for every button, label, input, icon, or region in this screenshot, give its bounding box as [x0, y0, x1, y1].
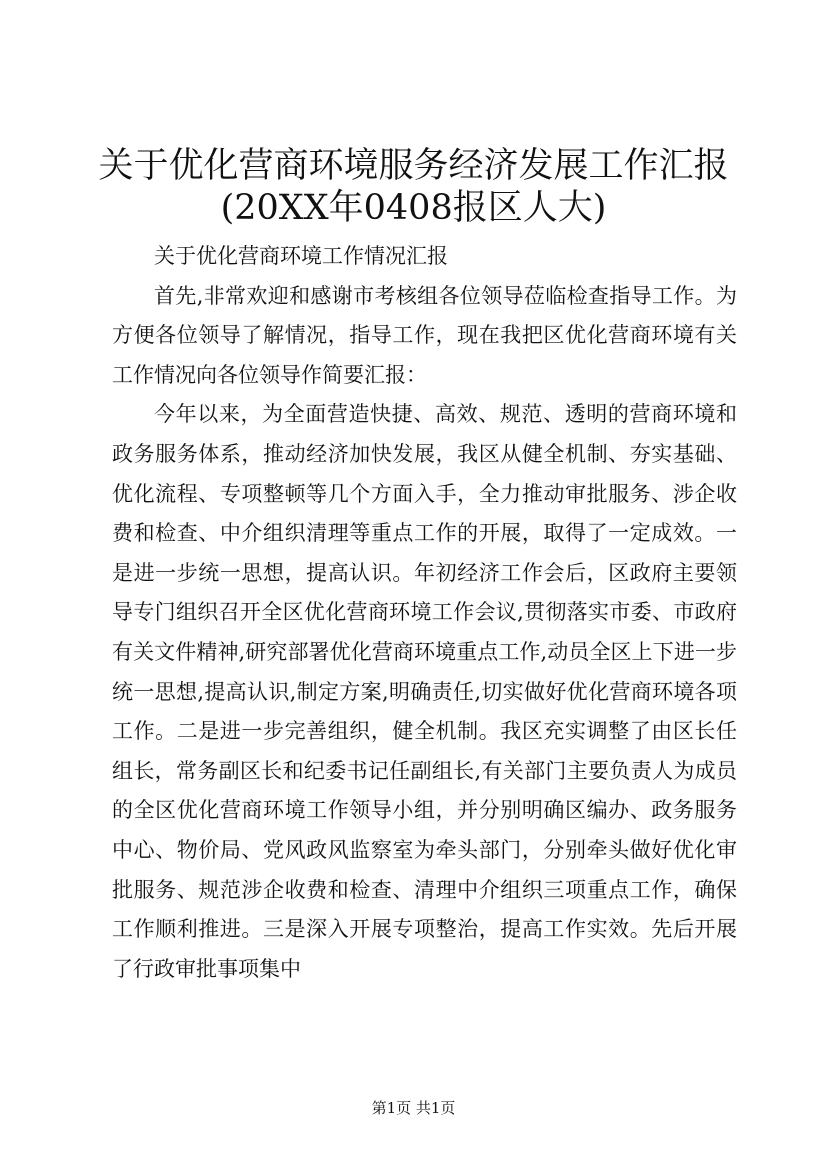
paragraph-main: 今年以来，为全面营造快捷、高效、规范、透明的营商环境和政务服务体系，推动经济加快发展，我区从健全机制、夯实基础、优化流程、专项整顿等几个方面入手，全力推动审批服务、涉企收费和检查、中介组织清理等重点工作的开展，取得了一定成效。一是进一步统一思想，提高认识。年初经济工作会后，区政府主要领导专门组织召开全区优化营商环境工作会议,贯彻落实市委、市政府有关文件精神,研究部署优化营商环境重点工作,动员全区上下进一步统一思想,提高认识,制定方案,明确责任,切实做好优化营商环境各项工作。二是进一步完善组织，健全机制。我区充实调整了由区长任组长，常务副区长和纪委书记任副组长,有关部门主要负责人为成员的全区优化营商环境工作领导小组，并分别明确区编办、政务服务中心、物价局、党风政风监察室为牵头部门，分别牵头做好优化审批服务、规范涉企收费和检查、清理中介组织三项重点工作，确保工作顺利推进。三是深入开展专项整治，提高工作实效。先后开展了行政审批事项集中	[112, 402, 737, 981]
document-body	[112, 237, 737, 989]
document-subtitle: (20XX年0408报区人大)	[220, 188, 607, 228]
section-heading: 关于优化营商环境工作情况汇报	[154, 244, 448, 268]
page-footer: 第1页 共1页	[371, 1099, 456, 1117]
paragraph-intro: 首先,非常欢迎和感谢市考核组各位领导莅临检查指导工作。为方便各位领导了解情况，指导工作，现在我把区优化营商环境有关工作情况向各位领导作简要汇报：	[112, 283, 737, 387]
document-title: 关于优化营商环境服务经济发展工作汇报	[98, 146, 729, 186]
